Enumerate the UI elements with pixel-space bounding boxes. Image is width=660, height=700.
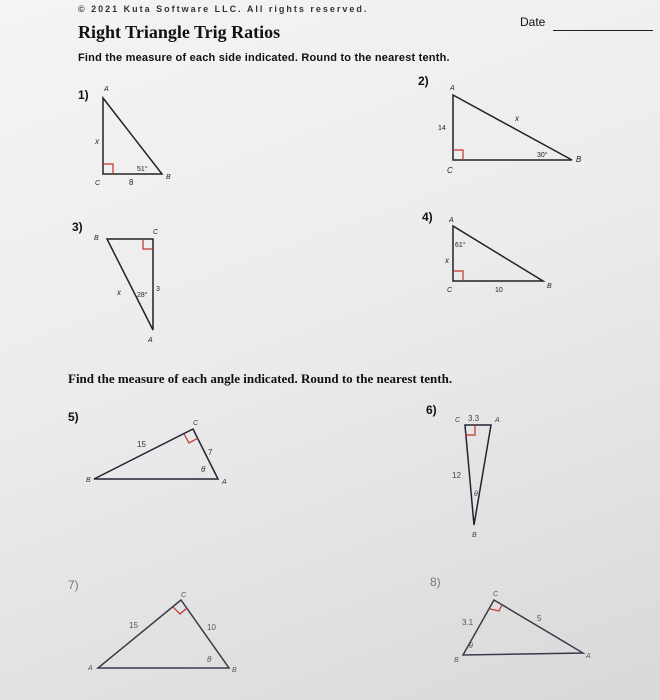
vertex-a-label: A	[222, 479, 227, 486]
section2-instruction: Find the measure of each angle indicated. Round to the nearest tenth.	[68, 371, 453, 386]
side-a-label: 15	[129, 621, 138, 630]
triangle-outline	[465, 425, 491, 525]
angle-theta-label: θ	[207, 655, 212, 664]
problem-5-number: 5)	[68, 410, 79, 424]
problem-1-triangle	[94, 86, 171, 187]
side-x-label: x	[515, 114, 519, 123]
side-a-label: 3.1	[462, 618, 474, 627]
side-b-label: 10	[207, 623, 216, 632]
vertex-c-label: C	[181, 592, 187, 599]
triangle-outline	[463, 600, 583, 655]
problem-5-triangle	[86, 420, 227, 486]
vertex-b-label: B	[232, 667, 237, 674]
problem-6-number: 6)	[426, 403, 437, 417]
side-length-label: 3	[156, 286, 160, 293]
page-title: Right Triangle Trig Ratios	[78, 22, 281, 42]
side-length-label: 10	[495, 287, 503, 294]
vertex-b-label: B	[166, 174, 171, 181]
vertex-b-label: B	[454, 657, 459, 664]
side-a-label: 3.3	[468, 414, 480, 423]
angle-label: 61°	[455, 242, 466, 249]
right-angle-mark	[453, 271, 463, 281]
side-a-label: 15	[137, 440, 146, 449]
vertex-b-label: B	[94, 235, 99, 242]
vertex-c-label: C	[95, 180, 101, 187]
side-x-label: x	[95, 137, 99, 146]
side-x-label: x	[445, 256, 449, 265]
vertex-c-label: C	[447, 166, 453, 175]
problem-4-number: 4)	[422, 210, 433, 224]
angle-label: 51°	[137, 166, 148, 173]
triangle-outline	[103, 98, 162, 174]
vertex-a-label: A	[148, 337, 153, 344]
angle-theta-label: θ	[474, 491, 478, 498]
side-b-label: 7	[208, 448, 213, 457]
problem-6-triangle	[452, 414, 500, 539]
problem-2-triangle	[438, 85, 582, 175]
angle-theta-label: θ	[201, 465, 206, 474]
angle-label: 30°	[537, 152, 548, 159]
triangle-outline	[94, 429, 218, 479]
problem-8-triangle	[454, 591, 591, 664]
triangle-outline	[453, 95, 572, 160]
vertex-b-label: B	[576, 155, 582, 164]
vertex-c-label: C	[455, 417, 461, 424]
problem-1-number: 1)	[78, 88, 89, 102]
vertex-a-label: A	[450, 85, 455, 92]
side-length-label: 8	[129, 178, 134, 187]
vertex-b-label: B	[86, 477, 91, 484]
triangle-outline	[453, 226, 543, 281]
right-angle-mark	[490, 605, 502, 611]
section1-instruction: Find the measure of each side indicated. Round to the nearest tenth.	[78, 52, 450, 64]
right-angle-mark	[453, 150, 463, 160]
problem-7-number: 7)	[68, 578, 79, 592]
copyright-text: © 2021 Kuta Software LLC. All rights reserved.	[78, 4, 369, 14]
vertex-c-label: C	[153, 229, 159, 236]
vertex-c-label: C	[193, 420, 199, 427]
problem-4-triangle	[444, 217, 552, 294]
problem-3-triangle	[94, 229, 160, 344]
vertex-c-label: C	[493, 591, 499, 598]
vertex-a-label: A	[495, 417, 500, 424]
angle-theta-label: θ	[469, 643, 473, 650]
side-x-label: x	[117, 288, 121, 297]
problem-7-triangle	[87, 592, 237, 674]
vertex-c-label: C	[447, 287, 453, 294]
vertex-b-label: B	[472, 532, 477, 539]
date-label: Date	[520, 15, 546, 29]
side-b-label: 5	[537, 614, 542, 623]
right-angle-mark	[103, 164, 113, 174]
triangle-outline	[107, 239, 153, 330]
vertex-a-label: A	[88, 665, 93, 672]
side-b-label: 12	[452, 471, 461, 480]
vertex-b-label: B	[547, 283, 552, 290]
right-angle-mark	[143, 239, 153, 249]
vertex-a-label: A	[586, 653, 591, 660]
angle-label: 28°	[137, 292, 148, 299]
right-angle-mark	[173, 607, 187, 614]
problem-3-number: 3)	[72, 220, 83, 234]
problem-8-number: 8)	[430, 575, 441, 589]
vertex-a-label: A	[104, 86, 109, 93]
problem-2-number: 2)	[418, 74, 429, 88]
vertex-a-label: A	[449, 217, 454, 224]
side-length-label: 14	[438, 125, 446, 132]
